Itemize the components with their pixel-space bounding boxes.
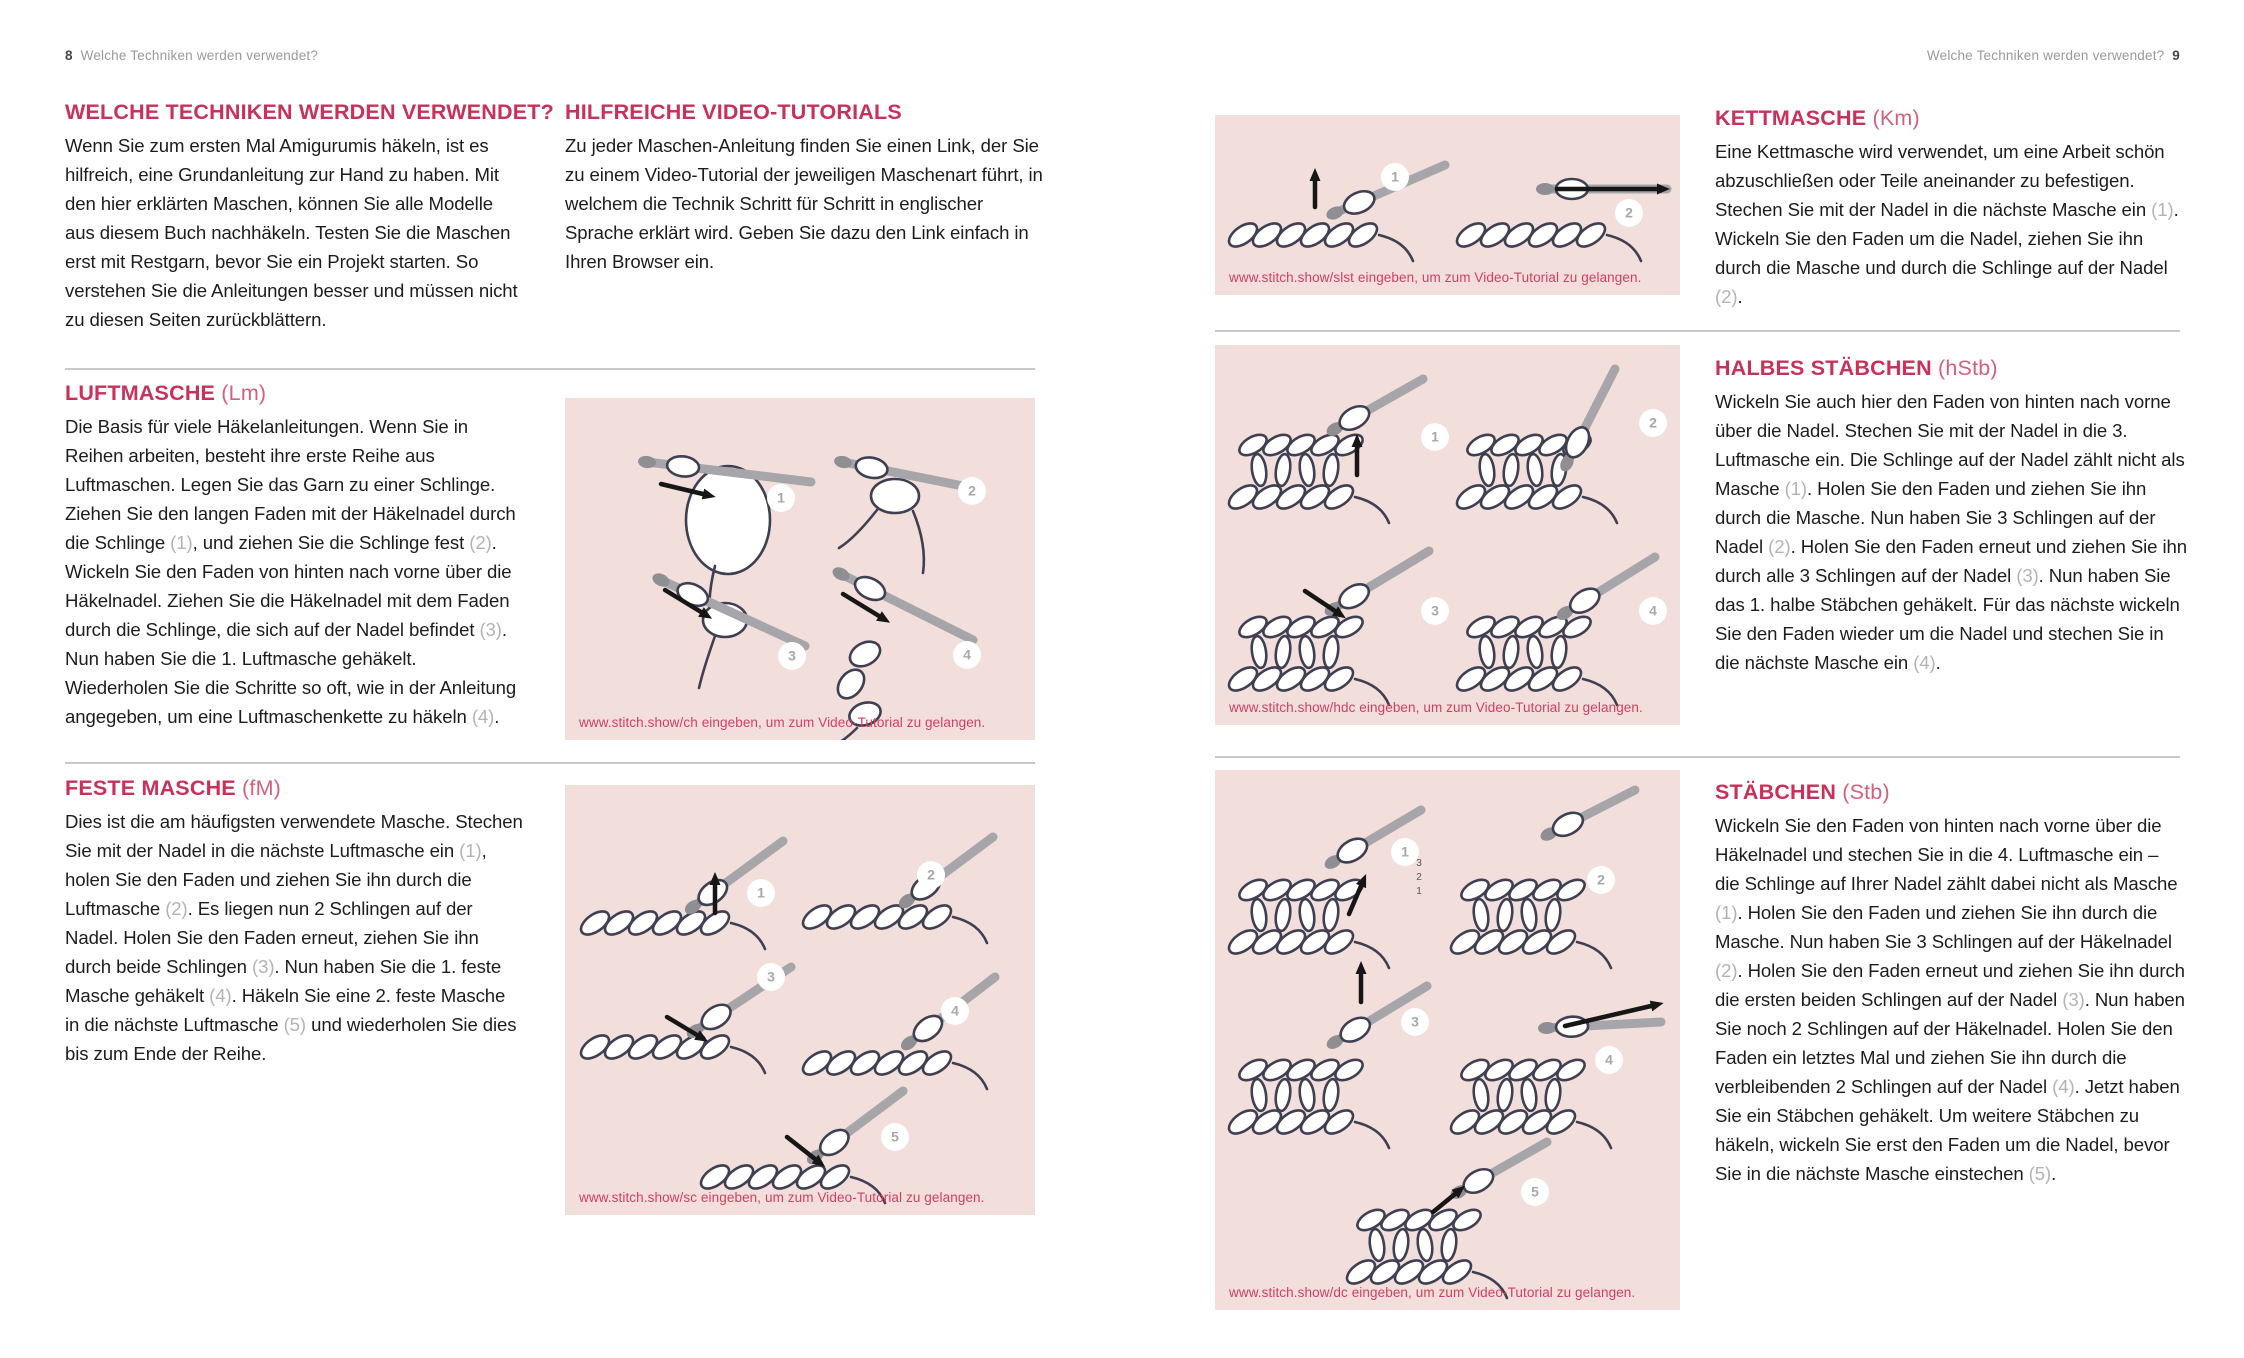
- video-tutorials-heading: [565, 100, 902, 125]
- step-badge: [1421, 423, 1449, 451]
- figure-illustration: [565, 785, 1035, 1215]
- svg-text:3: 3: [1411, 1013, 1419, 1030]
- section-paragraph-luftmasche: Die Basis für viele Häkelanleitungen. Wenn Sie in Reihen arbeiten, besteht ihre erste Reihe aus Luftmaschen. Legen Sie das Garn zu einer Schlinge. Ziehen Sie den langen Faden mit der Häkelnadel durch die Schlinge (1), und ziehen Sie die Schlinge fest (2). Wickeln Sie den Faden von hinten nach vorne über die Häkelnadel. Ziehen Sie die Häkelnadel mit dem Faden durch die Schlinge, die sich auf der Nadel befindet (3). Nun haben Sie die 1. Luftmasche gehäkelt. Wiederholen Sie die Schritte so oft, wie in der Anleitung angegeben, um eine Luftmaschenkette zu häkeln (4).: [65, 416, 517, 727]
- section-title: KETTMASCHE: [1715, 106, 1867, 130]
- page-number-right: 9: [2172, 48, 2180, 63]
- section-divider: [65, 368, 1035, 370]
- section-abbr: (Stb): [1842, 780, 1890, 804]
- section-title: FESTE MASCHE: [65, 776, 236, 800]
- step-badge: [1639, 409, 1667, 437]
- section-abbr: (Km): [1872, 106, 1920, 130]
- figure-kettmasche: [1215, 115, 1680, 295]
- video-tutorials-paragraph: Zu jeder Maschen-Anleitung finden Sie einen Link, der Sie zu einem Video-Tutorial der jeweiligen Maschenart führt, in welchem die Technik Schritt für Schritt in englischer Sprache erklärt wird. Geben Sie dazu den Link einfach in Ihren Browser ein.: [565, 135, 1043, 272]
- svg-text:1: 1: [1431, 428, 1439, 445]
- figure-illustration: [1215, 115, 1680, 295]
- svg-text:5: 5: [1531, 1183, 1539, 1200]
- step-badge: [1587, 866, 1615, 894]
- svg-text:1: 1: [1416, 886, 1422, 897]
- figure-svg: [565, 398, 1035, 740]
- section-title: STÄBCHEN: [1715, 780, 1837, 804]
- figure-caption-slst: www.stitch.show/slst eingeben, um zum Video-Tutorial zu gelangen.: [1229, 270, 1642, 285]
- section-paragraph-feste-masche: Dies ist die am häufigsten verwendete Masche. Stechen Sie mit der Nadel in die nächste Luftmasche ein (1), holen Sie den Faden und ziehen Sie ihn durch die Luftmasche (2). Es liegen nun 2 Schlingen auf der Nadel. Holen Sie den Faden erneut, ziehen Sie ihn durch beide Schlingen (3). Nun haben Sie die 1. feste Masche gehäkelt (4). Häkeln Sie eine 2. feste Masche in die nächste Luftmasche (5) und wiederholen Sie dies bis zum Ende der Reihe.: [65, 811, 523, 1064]
- video-tutorials-heading-text: HILFREICHE VIDEO-TUTORIALS: [565, 100, 902, 124]
- step-badge: [953, 641, 981, 669]
- intro-heading: [65, 100, 554, 125]
- figure-caption-dc: www.stitch.show/dc eingeben, um zum Video-Tutorial zu gelangen.: [1229, 1285, 1636, 1300]
- step-badge: [1381, 163, 1409, 191]
- step-badge: [1595, 1046, 1623, 1074]
- page-number-left: 8: [65, 48, 73, 63]
- step-badge: [1639, 597, 1667, 625]
- step-badge: [757, 963, 785, 991]
- figure-halbes-staebchen: [1215, 345, 1680, 725]
- step-badge: [1421, 597, 1449, 625]
- section-paragraph-kettmasche: Eine Kettmasche wird verwendet, um eine Arbeit schön abzuschließen oder Teile aneinander zu befestigen. Stechen Sie mit der Nadel in die nächste Masche ein (1). Wickeln Sie den Faden um die Nadel, ziehen Sie ihn durch die Masche und durch die Schlinge auf der Nadel (2).: [1715, 141, 2179, 307]
- svg-text:2: 2: [927, 866, 935, 883]
- figure-caption-sc: www.stitch.show/sc eingeben, um zum Video-Tutorial zu gelangen.: [579, 1190, 985, 1205]
- step-badge: [1521, 1178, 1549, 1206]
- svg-text:3: 3: [788, 647, 796, 664]
- figure-svg: [1215, 345, 1680, 725]
- svg-text:4: 4: [951, 1002, 959, 1019]
- figure-feste-masche: [565, 785, 1035, 1215]
- section-divider: [1215, 756, 2180, 758]
- svg-text:1: 1: [1391, 168, 1399, 185]
- intro-paragraph: Wenn Sie zum ersten Mal Amigurumis häkeln, ist es hilfreich, eine Grundanleitung zur Hand zu haben. Mit den hier erklärten Maschen, können Sie alle Modelle aus diesem Buch nachhäkeln. Testen Sie die Maschen erst mit Restgarn, bevor Sie ein Projekt starten. So verstehen Sie die Anleitungen besser und müssen nicht zu diesen Seiten zurückblättern.: [65, 135, 518, 330]
- section-abbr: (Lm): [221, 381, 267, 405]
- figure-caption-ch: www.stitch.show/ch eingeben, um zum Video-Tutorial zu gelangen.: [579, 715, 986, 730]
- section-divider: [65, 762, 1035, 764]
- running-head-left: [65, 48, 318, 63]
- section-divider: [1215, 330, 2180, 332]
- figure-svg: [1215, 115, 1680, 295]
- step-badge: [941, 997, 969, 1025]
- svg-text:1: 1: [757, 884, 765, 901]
- step-badge: [1401, 1008, 1429, 1036]
- step-badge: [778, 642, 806, 670]
- svg-text:4: 4: [1649, 602, 1657, 619]
- svg-text:2: 2: [1625, 204, 1633, 221]
- svg-text:3: 3: [1416, 858, 1422, 869]
- svg-text:2: 2: [1649, 414, 1657, 431]
- figure-svg: [565, 785, 1035, 1215]
- svg-text:3: 3: [1431, 602, 1439, 619]
- section-abbr: (hStb): [1938, 356, 1998, 380]
- svg-text:3: 3: [767, 968, 775, 985]
- figure-svg: [1215, 770, 1680, 1310]
- svg-text:5: 5: [891, 1128, 899, 1145]
- svg-text:2: 2: [1416, 872, 1422, 883]
- svg-text:1: 1: [1401, 843, 1409, 860]
- svg-text:4: 4: [1605, 1051, 1613, 1068]
- step-badge: [958, 477, 986, 505]
- section-title: HALBES STÄBCHEN: [1715, 356, 1932, 380]
- figure-illustration: [1215, 770, 1680, 1310]
- running-head-right: [1215, 48, 2180, 63]
- intro-heading-text: WELCHE TECHNIKEN WERDEN VERWENDET?: [65, 100, 554, 124]
- svg-text:2: 2: [1597, 871, 1605, 888]
- section-heading-feste-masche: [65, 776, 281, 801]
- svg-text:2: 2: [968, 482, 976, 499]
- svg-text:1: 1: [777, 489, 785, 506]
- section-paragraph-staebchen: Wickeln Sie den Faden von hinten nach vorne über die Häkelnadel und stechen Sie in die 4. Luftmasche ein – die Schlinge auf Ihrer Nadel zählt dabei nicht als Masche (1). Holen Sie den Faden und ziehen Sie ihn durch die Masche. Nun haben Sie 3 Schlingen auf der Häkelnadel (2). Holen Sie den Faden erneut und ziehen Sie ihn durch die ersten beiden Schlingen auf der Nadel (3). Nun haben Sie noch 2 Schlingen auf der Häkelnadel. Holen Sie den Faden ein letztes Mal und ziehen Sie ihn durch die verbleibenden 2 Schlingen auf der Nadel (4). Jetzt haben Sie ein Stäbchen gehäkelt. Um weitere Stäbchen zu häkeln, wickeln Sie erst den Faden um die Nadel, bevor Sie in die nächste Masche einstechen (5).: [1715, 815, 2185, 1184]
- figure-luftmasche: [565, 398, 1035, 740]
- svg-text:4: 4: [963, 646, 971, 663]
- figure-illustration: [565, 398, 1035, 740]
- step-badge: [1391, 838, 1419, 866]
- step-badge: [917, 861, 945, 889]
- running-head-left-title: Welche Techniken werden verwendet?: [80, 48, 319, 63]
- section-title: LUFTMASCHE: [65, 381, 216, 405]
- section-heading-staebchen: [1715, 780, 1890, 805]
- section-abbr: (fM): [242, 776, 282, 800]
- step-badge: [747, 879, 775, 907]
- section-heading-luftmasche: [65, 381, 266, 406]
- step-badge: [881, 1123, 909, 1151]
- step-badge: [767, 484, 795, 512]
- section-heading-kettmasche: [1715, 106, 1920, 131]
- figure-caption-hdc: www.stitch.show/hdc eingeben, um zum Video-Tutorial zu gelangen.: [1229, 700, 1643, 715]
- section-paragraph-halbes-staebchen: Wickeln Sie auch hier den Faden von hinten nach vorne über die Nadel. Stechen Sie mit der Nadel in die 3. Luftmasche ein. Die Schlinge auf der Nadel zählt nicht als Masche (1). Holen Sie den Faden und ziehen Sie ihn durch die Masche. Nun haben Sie 3 Schlingen auf der Nadel (2). Holen Sie den Faden erneut und ziehen Sie ihn durch alle 3 Schlingen auf der Nadel (3). Nun haben Sie das 1. halbe Stäbchen gehäkelt. Für das nächste wickeln Sie den Faden wieder um die Nadel und stechen Sie in die nächste Masche ein (4).: [1715, 391, 2187, 673]
- running-head-right-title: Welche Techniken werden verwendet?: [1926, 48, 2165, 63]
- figure-illustration: [1215, 345, 1680, 725]
- figure-staebchen: [1215, 770, 1680, 1310]
- section-heading-halbes-staebchen: [1715, 356, 1998, 381]
- step-badge: [1615, 199, 1643, 227]
